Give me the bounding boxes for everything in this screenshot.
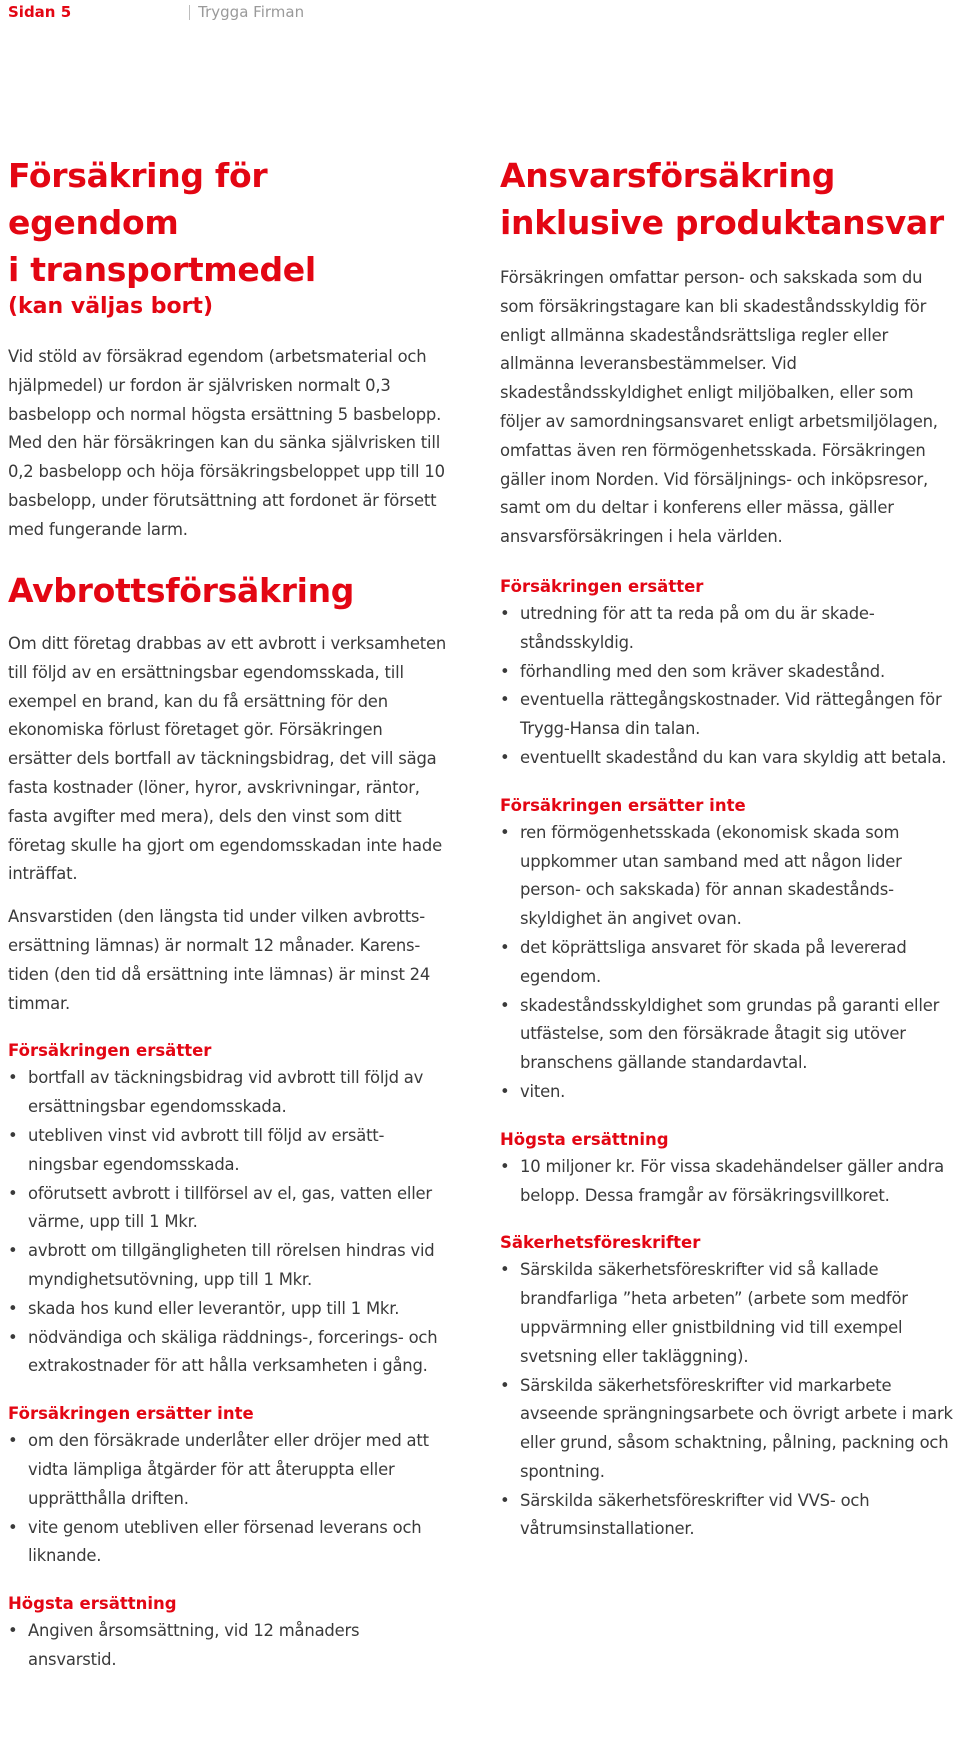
- list-item: • utredning för att ta reda på om du är skadeståndsskyldig.: [500, 600, 955, 658]
- liability-max-heading: Högsta ersättning: [500, 1129, 669, 1149]
- section-liability: [500, 152, 955, 1544]
- interruption-covers-heading: Försäkringen ersätter: [8, 1041, 212, 1061]
- list-item: • nödvändiga och skäliga räddnings-, forcerings- och extrakostnader för att hålla verksamheten i gång.: [8, 1324, 448, 1382]
- list-item: • Angiven årsomsättning, vid 12 månaders ansvarstid.: [8, 1617, 448, 1675]
- list-item: • skada hos kund eller leverantör, upp till 1 Mkr.: [8, 1295, 448, 1324]
- liability-title-line-1: Ansvarsförsäkring: [500, 156, 836, 195]
- interruption-body-1: Om ditt företag drabbas av ett avbrott i verksamheten till följd av en ersättningsbar egendomsskada, till exempel en brand, kan du få ersättning för den ekonomiska förlust företaget gör. Försäkringen ersätter dels bortfall av täckningsbidrag, det vill säga fasta kostnader (löner, hyror, avskrivningar, räntor, fasta avgifter med mera), dels den vinst som ditt företag skulle ha gjort om egendomsskadan inte hade inträffat.: [8, 634, 447, 884]
- list-item: • det köprättsliga ansvaret för skada på levererad egendom.: [500, 934, 955, 992]
- list-item: • Särskilda säkerhetsföreskrifter vid markarbete avseende sprängningsarbete och övrigt arbete i mark eller grund, såsom schaktning, pålning, packning och spontning.: [500, 1372, 955, 1487]
- interruption-body-2: Ansvarstiden (den längsta tid under vilken avbrottsersättning lämnas) är normalt 12 månader. Karenstiden (den tid då ersättning inte lämnas) är minst 24 timmar.: [8, 907, 431, 1013]
- liability-intro: Försäkringen omfattar person- och sakskada som du som försäkringstagare kan bli skadeståndsskyldig för enligt allmänna skadeståndsrättsliga regler eller allmänna leveransbestämmelser. Vid skadeståndsskyldighet enligt miljöbalken, eller som följer av samordningsansvaret enligt arbetsmiljölagen, omfattas även ren förmögenhetsskada. Försäkringen gäller inom Norden. Vid försäljnings- och inköpsresor, samt om du deltar i konferens eller mässa, gäller ansvarsförsäkringen i hela världen.: [500, 268, 938, 547]
- list-item: • förhandling med den som kräver skadestånd.: [500, 658, 955, 687]
- transport-title-line-1: Försäkring för egendom: [8, 156, 268, 242]
- interruption-excludes-list: [8, 1427, 448, 1571]
- list-item: • 10 miljoner kr. För vissa skadehändelser gäller andra belopp. Dessa framgår av försäkringsvillkoret.: [500, 1153, 955, 1211]
- interruption-max-list: [8, 1617, 448, 1675]
- interruption-covers-list: [8, 1064, 448, 1381]
- list-item: • avbrott om tillgängligheten till rörelsen hindras vid myndighetsutövning, upp till 1 Mkr.: [8, 1237, 448, 1295]
- page-header: [8, 0, 304, 24]
- header-divider: [189, 5, 190, 20]
- liability-title-line-2: inklusive produktansvar: [500, 203, 944, 242]
- safety-heading: Säkerhetsföreskrifter: [500, 1233, 701, 1253]
- safety-list: [500, 1256, 955, 1544]
- list-item: • oförutsett avbrott i tillförsel av el, gas, vatten eller värme, upp till 1 Mkr.: [8, 1180, 448, 1238]
- section-transport: [8, 152, 448, 545]
- list-item: • vite genom utebliven eller försenad leverans och liknande.: [8, 1514, 448, 1572]
- liability-excludes-heading: Försäkringen ersätter inte: [500, 795, 746, 815]
- transport-title-line-2: i transportmedel: [8, 250, 316, 289]
- page-number: Sidan 5: [8, 3, 72, 21]
- liability-covers-heading: Försäkringen ersätter: [500, 576, 704, 596]
- list-item: • ren förmögenhetsskada (ekonomisk skada som uppkommer utan samband med att någon lider person- och sakskada) för annan skadeståndsskyldighet än angivet ovan.: [500, 819, 955, 934]
- publication-title: Trygga Firman: [198, 3, 305, 21]
- interruption-title: Avbrottsförsäkring: [8, 571, 355, 610]
- list-item: • Särskilda säkerhetsföreskrifter vid så kallade brandfarliga ”heta arbeten” (arbete som medför uppvärmning eller gnistbildning vid till exempel svetsning eller takläggning).: [500, 1256, 955, 1371]
- liability-excludes-list: [500, 819, 955, 1107]
- transport-subtitle: (kan väljas bort): [8, 294, 214, 319]
- list-item: • eventuellt skadestånd du kan vara skyldig att betala.: [500, 744, 955, 773]
- transport-title: [8, 152, 448, 293]
- list-item: • eventuella rättegångskostnader. Vid rättegången för Trygg-Hansa din talan.: [500, 686, 955, 744]
- section-interruption: [8, 567, 448, 1675]
- liability-covers-list: [500, 600, 955, 773]
- list-item: • viten.: [500, 1078, 955, 1107]
- interruption-excludes-heading: Försäkringen ersätter inte: [8, 1404, 254, 1424]
- liability-max-list: [500, 1153, 955, 1211]
- list-item: • om den försäkrade underlåter eller dröjer med att vidta lämpliga åtgärder för att återuppta eller upprätthålla driften.: [8, 1427, 448, 1513]
- list-item: • utebliven vinst vid avbrott till följd av ersättningsbar egendomsskada.: [8, 1122, 448, 1180]
- list-item: • bortfall av täckningsbidrag vid avbrott till följd av ersättningsbar egendomsskada.: [8, 1064, 448, 1122]
- list-item: • Särskilda säkerhetsföreskrifter vid VVS- och våtrumsinstallationer.: [500, 1487, 955, 1545]
- transport-body: Vid stöld av försäkrad egendom (arbetsmaterial och hjälpmedel) ur fordon är självrisken normalt 0,3 basbelopp och normal högsta ersättning 5 basbelopp. Med den här försäkringen kan du sänka självrisken till 0,2 basbelopp och höja försäkringsbeloppet upp till 10 basbelopp, under förutsättning att fordonet är försett med fungerande larm.: [8, 347, 445, 539]
- liability-title: [500, 152, 955, 246]
- interruption-max-heading: Högsta ersättning: [8, 1594, 177, 1614]
- list-item: • skadeståndsskyldighet som grundas på garanti eller utfästelse, som den försäkrade åtagit sig utöver branschens gällande standardavtal.: [500, 992, 955, 1078]
